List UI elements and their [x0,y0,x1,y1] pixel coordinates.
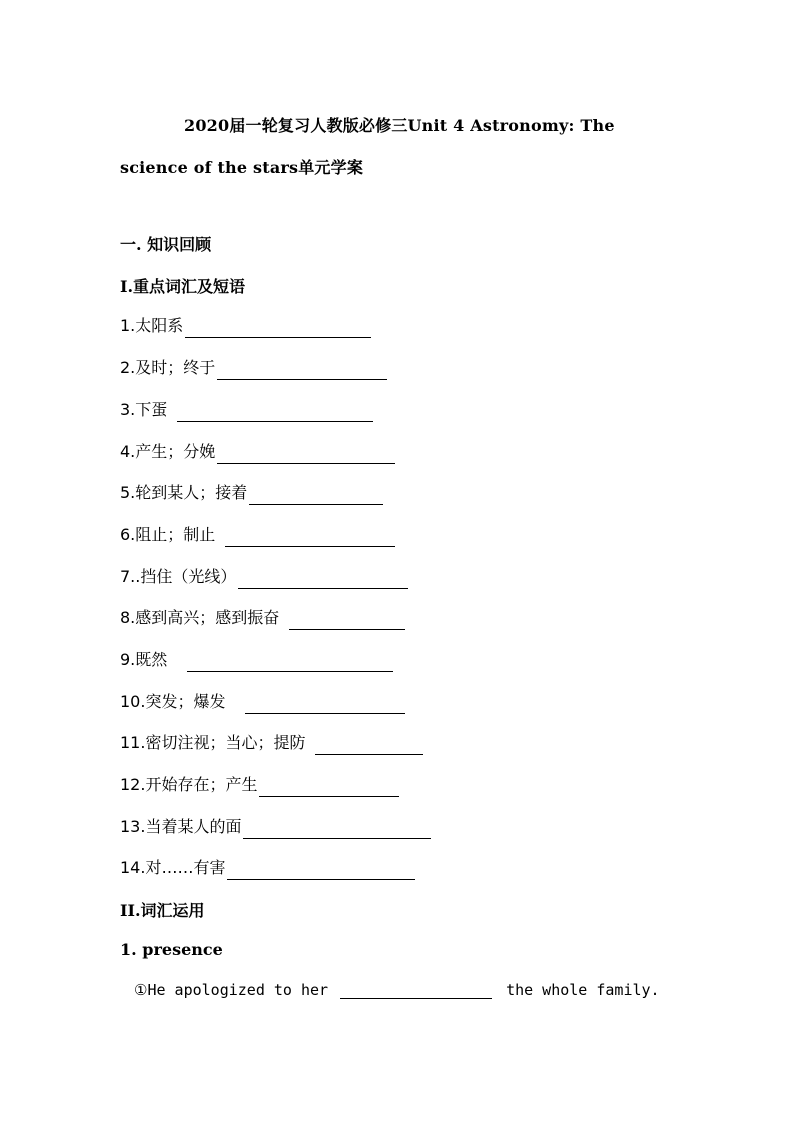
title-line-2: science of the stars单元学案 [120,158,364,177]
vocab-item-6: 6.阻止；制止 [120,523,395,547]
answer-blank[interactable] [185,319,371,338]
vocab-item-3: 3.下蛋 [120,398,373,422]
vocab-item-5: 5.轮到某人；接着 [120,481,383,505]
vocab-item-14: 14.对……有害 [120,856,415,880]
vocab-item-7: 7..挡住（光线） [120,565,408,589]
vocab-item-1: 1.太阳系 [120,314,371,338]
answer-blank[interactable] [217,445,395,464]
answer-blank[interactable] [227,861,415,880]
vocab-item-2: 2.及时；终于 [120,356,387,380]
answer-blank[interactable] [187,653,393,672]
vocab-item-4: 4.产生；分娩 [120,440,395,464]
answer-blank[interactable] [245,695,405,714]
answer-blank[interactable] [243,820,431,839]
document-title [120,105,680,189]
answer-blank[interactable] [249,486,383,505]
answer-blank[interactable] [177,403,373,422]
vocab-item-11: 11.密切注视；当心；提防 [120,731,423,755]
vocab-item-9: 9.既然 [120,648,393,672]
vocab-heading: I.重点词汇及短语 [120,277,246,296]
answer-blank[interactable] [315,736,423,755]
answer-blank[interactable] [259,778,399,797]
vocab-item-13: 13.当着某人的面 [120,815,431,839]
vocab-item-12: 12.开始存在；产生 [120,773,399,797]
answer-blank[interactable] [289,611,405,630]
answer-blank[interactable] [340,980,492,999]
vocab-item-8: 8.感到高兴；感到振奋 [120,606,405,630]
section-heading: 一. 知识回顾 [120,235,212,254]
usage-heading: II.词汇运用 [120,901,205,920]
answer-blank[interactable] [217,361,387,380]
answer-blank[interactable] [238,570,408,589]
usage-word-1: 1. presence [120,940,223,959]
exercise-sentence-1: ①He apologized to her the whole family. [134,981,660,999]
answer-blank[interactable] [225,528,395,547]
vocab-item-10: 10.突发；爆发 [120,690,405,714]
title-line-1: 2020届一轮复习人教版必修三Unit 4 Astronomy: The [184,116,615,135]
